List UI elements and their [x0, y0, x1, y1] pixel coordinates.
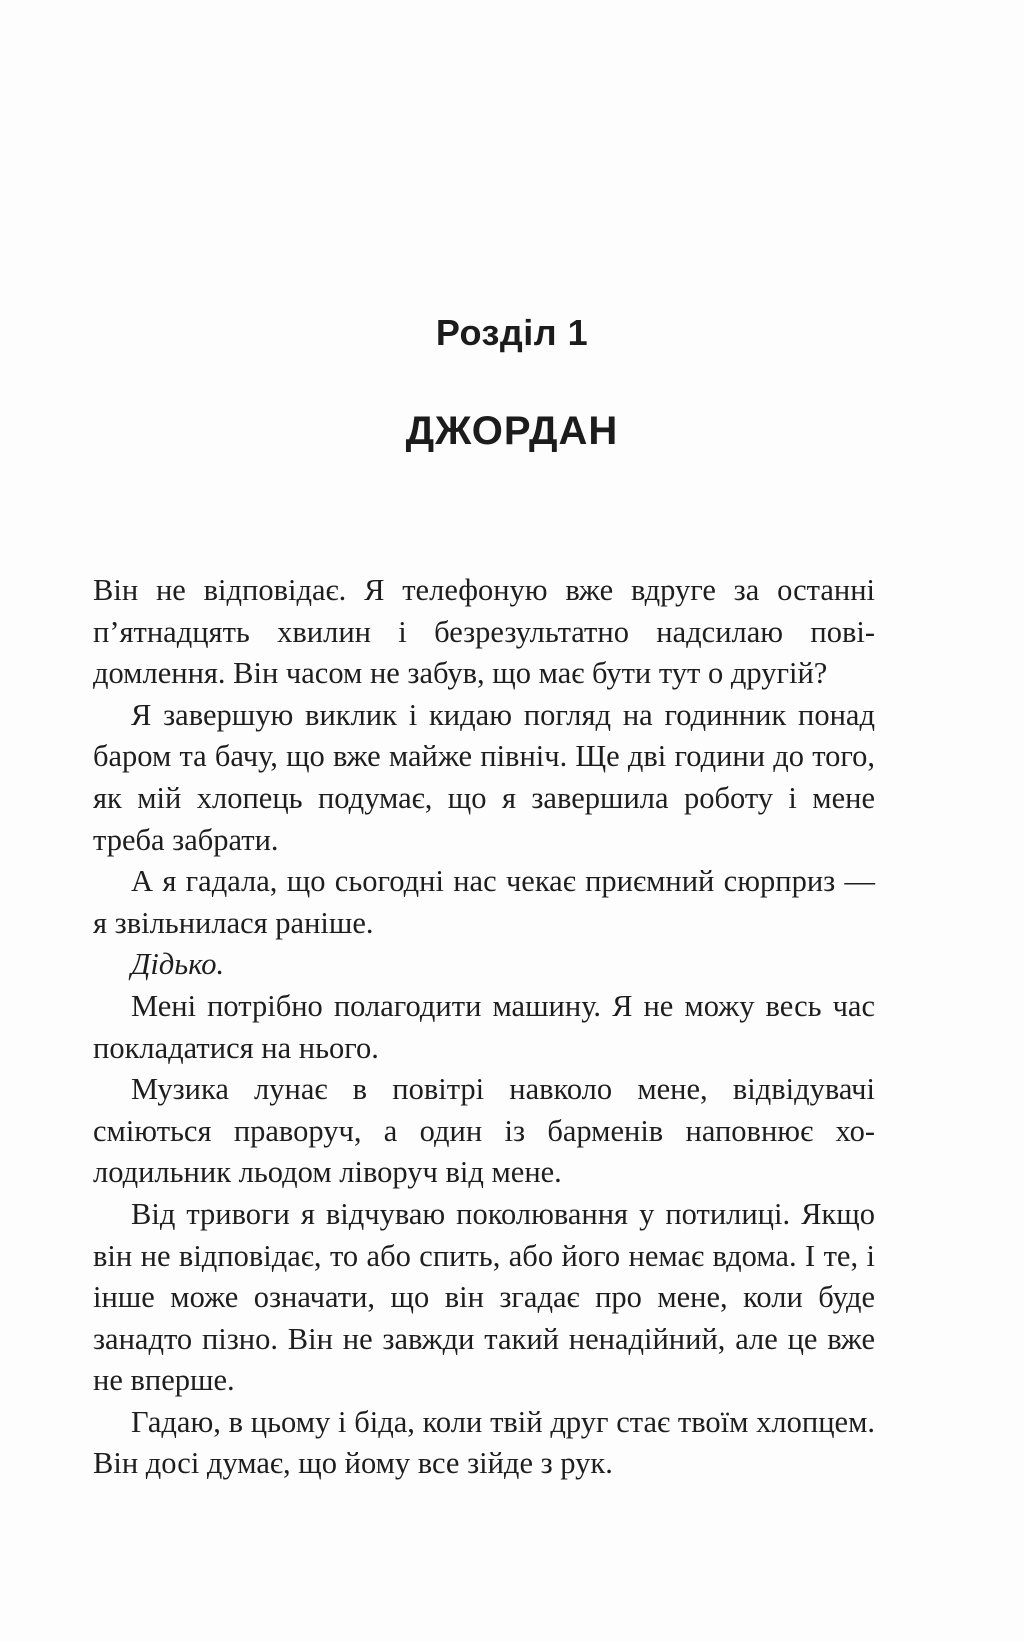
- paragraph: Мені потрібно полагодити машину. Я не можу весь час покладатися на нього.: [93, 988, 875, 1065]
- chapter-title: ДЖОРДАН: [405, 409, 619, 453]
- paragraph: Він не відповідає. Я телефоную вже вдруге за останні п’ятнадцять хвилин і безрезультатно надсилаю повідомлення. Він часом не забув, що має бути тут о другій?: [93, 573, 875, 691]
- paragraph: Гадаю, в цьому і біда, коли твій друг стає твоїм хлопцем. Він досі думає, що йому все зійде з рук.: [93, 1404, 875, 1481]
- paragraph: Я завершую виклик і кидаю погляд на годинник понад баром та бачу, що вже майже північ. Ще дві години до того, як мій хлопець подумає, що я завершила роботу і мене треба забрати.: [93, 697, 875, 857]
- paragraph: А я гадала, що сьогодні нас чекає приємний сюрприз — я звільнилася раніше.: [93, 864, 875, 940]
- paragraph: Музика лунає в повітрі навколо мене, відвідувачі сміються праворуч, а один із барменів наповнює холодильник льодом ліворуч від мене.: [93, 1072, 875, 1190]
- paragraph-italic: Дідько.: [131, 947, 225, 982]
- chapter-body: [93, 570, 875, 1485]
- chapter-number: Розділ 1: [435, 312, 589, 353]
- paragraph: Від тривоги я відчуваю поколювання у потилиці. Якщо він не відповідає, то або спить, або його немає вдома. І те, і інше може означати, що він згадає про мене, коли буде занадто пізно. Він не завжди такий ненадійний, але це вже не вперше.: [93, 1196, 875, 1398]
